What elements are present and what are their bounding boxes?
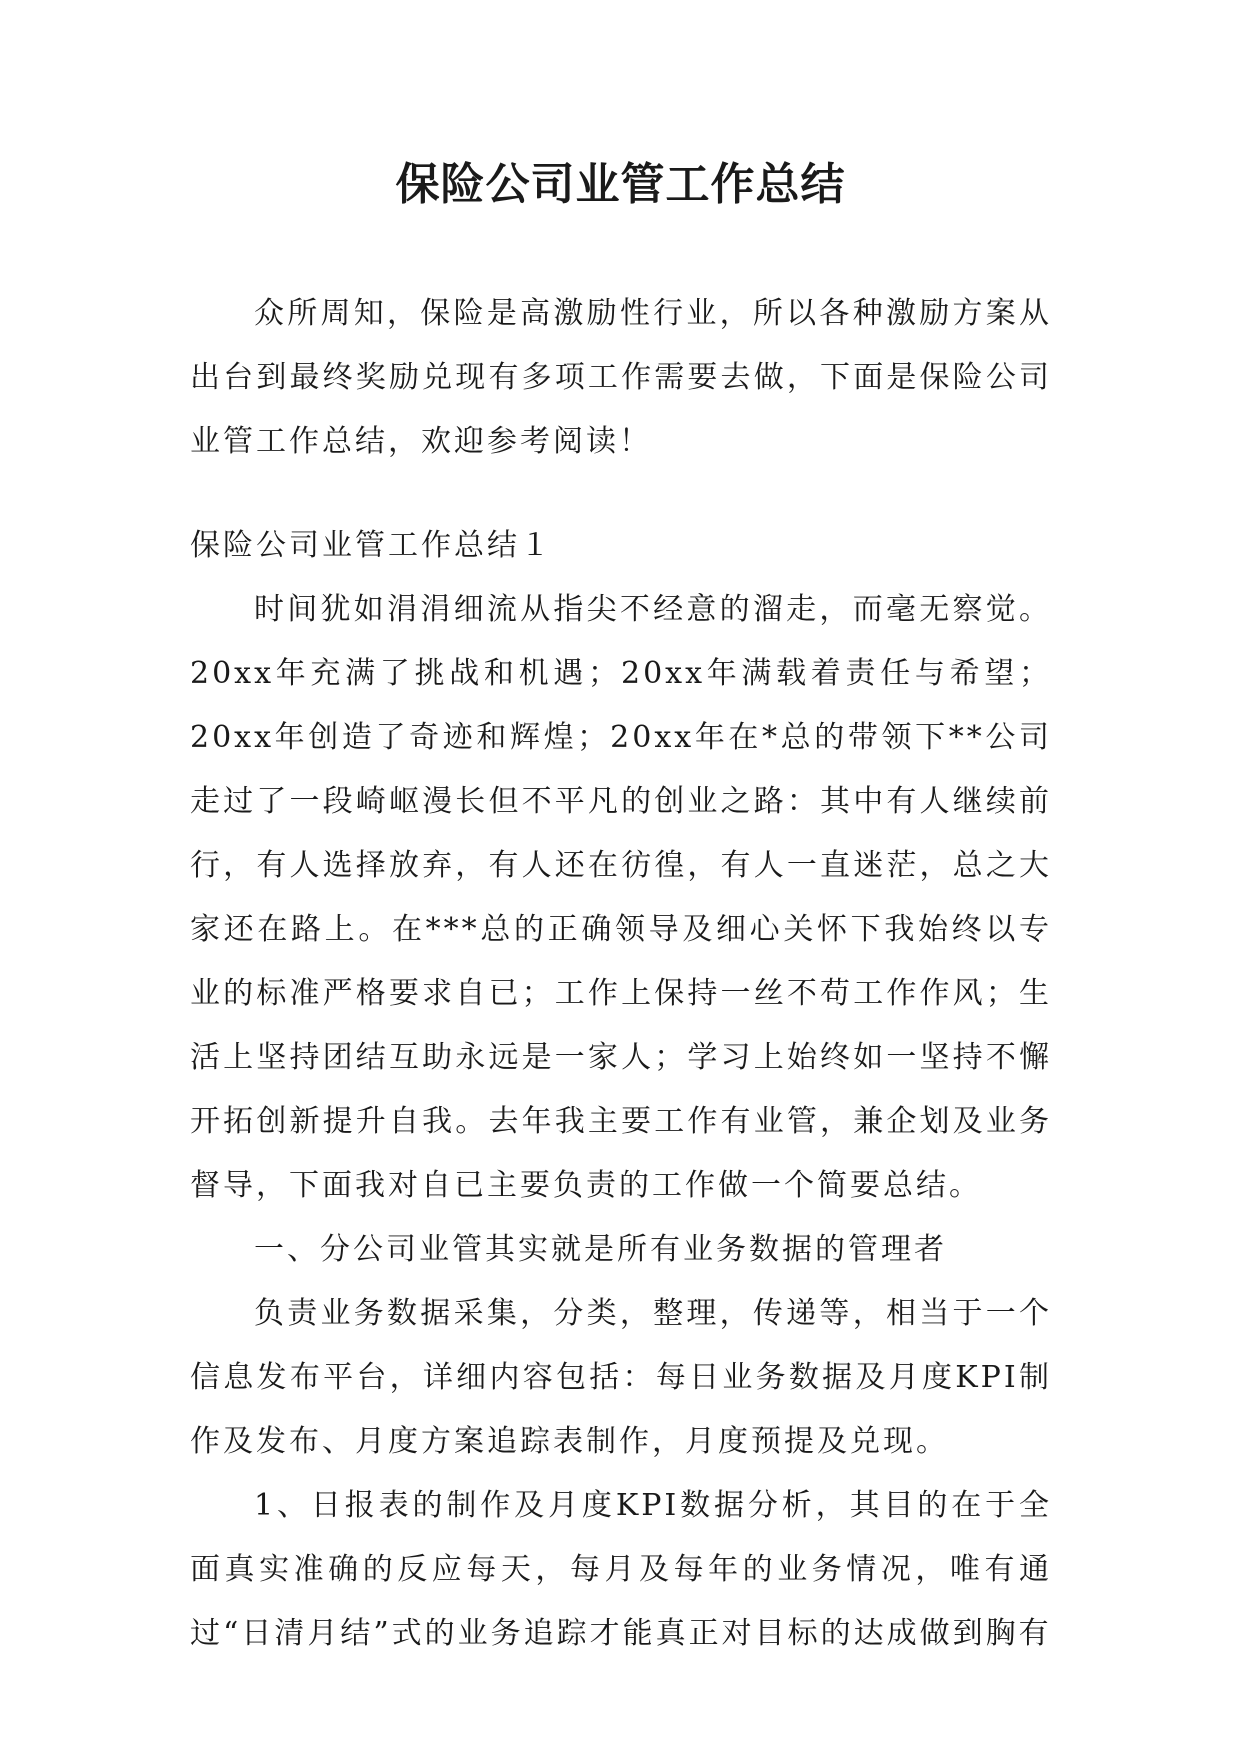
intro-paragraph: 众所周知，保险是高激励性行业，所以各种激励方案从出台到最终奖励兑现有多项工作需要去做，下面是保险公司业管工作总结，欢迎参考阅读！ bbox=[190, 296, 1052, 459]
section-heading: 保险公司业管工作总结１ bbox=[190, 528, 553, 563]
body-paragraph: 时间犹如涓涓细流从指尖不经意的溜走，而毫无察觉。20xx年充满了挑战和机遇；20xx年满载着责任与希望；20xx年创造了奇迹和辉煌；20xx年在*总的带领下**公司走过了一段崎岖漫长但不平凡的创业之路：其中有人继续前行，有人选择放弃，有人还在彷徨，有人一直迷茫，总之大家还在路上。在***总的正确领导及细心关怀下我始终以专业的标准严格要求自已；工作上保持一丝不苟工作作风；生活上坚持团结互助永远是一家人；学习上始终如一坚持不懈开拓创新提升自我。去年我主要工作有业管，兼企划及业务督导，下面我对自已主要负责的工作做一个简要总结。 bbox=[190, 592, 1052, 1203]
section-block bbox=[190, 514, 1052, 1666]
document-title: 保险公司业管工作总结 bbox=[395, 159, 846, 210]
subsection-heading: 一、分公司业管其实就是所有业务数据的管理者 bbox=[254, 1232, 947, 1267]
body-paragraph: 1、日报表的制作及月度KPI数据分析，其目的在于全面真实准确的反应每天，每月及每年的业务情况，唯有通过“日清月结”式的业务追踪才能真正对目标的达成做到胸有 bbox=[190, 1488, 1052, 1651]
intro-block bbox=[190, 282, 1052, 474]
body-paragraph: 负责业务数据采集，分类，整理，传递等，相当于一个信息发布平台，详细内容包括：每日业务数据及月度KPI制作及发布、月度方案追踪表制作，月度预提及兑现。 bbox=[190, 1296, 1052, 1459]
